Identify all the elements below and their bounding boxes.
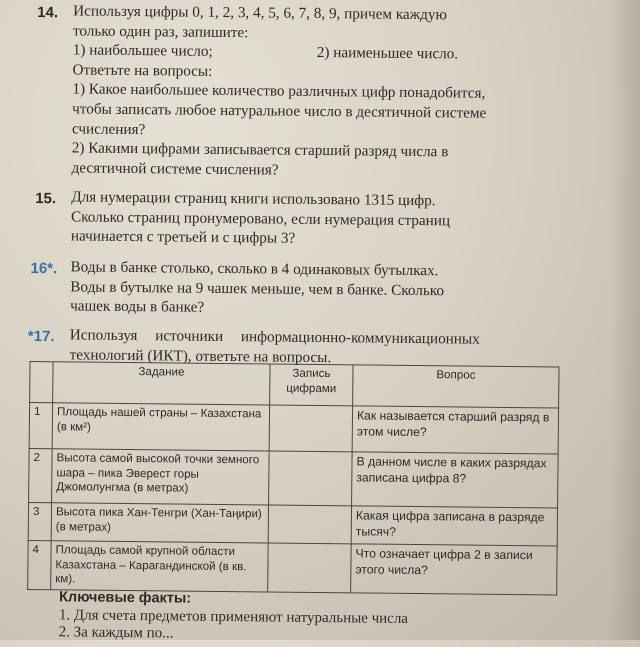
table-header-row xyxy=(30,361,559,408)
task-cell: Высота самой высокой точки земного шара – пика Эверест горы Джомолунгма (в метрах) xyxy=(52,449,270,505)
row-number: 2 xyxy=(29,448,53,502)
problem-line: Для нумерации страниц книги использовано 1315 цифр. xyxy=(71,188,436,210)
problem-line: Воды в бутылке на 9 чашек меньше, чем в банке. Сколько xyxy=(70,277,445,299)
header-cell-question: Вопрос xyxy=(353,365,559,408)
problem-line: Ответьте на вопросы: xyxy=(72,61,213,80)
problem-number: *17. xyxy=(27,327,55,346)
row-number: 3 xyxy=(28,502,51,540)
table-row xyxy=(28,540,557,594)
problem-number: 15. xyxy=(35,190,57,208)
problem-line: Используя цифры 0, 1, 2, 3, 4, 5, 6, 7, 8, 9, причем каждую xyxy=(73,2,447,24)
problem-line: Воды в банке столько, сколько в 4 одинаковых бутылках. xyxy=(70,258,439,280)
fact-item: 2. За каждым по... xyxy=(58,624,174,642)
question-cell: Что означает цифра 2 в записи этого числа? xyxy=(351,544,557,595)
table-row xyxy=(29,402,558,454)
problem-line: технологий (ИКТ), ответьте на вопросы. xyxy=(69,345,332,366)
digits-cell[interactable] xyxy=(269,451,353,506)
header-cell-task: Задание xyxy=(53,362,270,405)
fact-item: 1. Для счета предметов применяют натуральные числа xyxy=(58,607,409,627)
row-number: 4 xyxy=(28,540,52,589)
question-line: 2) Какими цифрами записывается старший разряд числа в xyxy=(71,139,449,161)
header-cell-number xyxy=(30,361,53,402)
problem-number: 16*. xyxy=(30,259,58,278)
table-row xyxy=(28,502,557,546)
table-row xyxy=(29,448,559,508)
task-cell: Высота пика Хан-Тенгри (Хан-Таңири) (в метрах) xyxy=(51,503,268,543)
key-facts-title: Ключевые факты: xyxy=(58,589,192,607)
problem-number: 14. xyxy=(37,4,59,22)
option-2: 2) наименьшее число. xyxy=(316,44,459,63)
question-line: десятичной системе счисления? xyxy=(71,159,279,179)
digits-cell[interactable] xyxy=(269,405,352,452)
problem-line: только один раз, запишите: xyxy=(72,21,249,41)
question-cell: Как называется старший разряд в этом числе? xyxy=(352,406,558,454)
task-cell: Площадь нашей страны – Казахстана (в км²) xyxy=(52,403,269,451)
ikt-table xyxy=(27,361,559,595)
question-line: чтобы записать любое натуральное число в десятичной системе xyxy=(72,100,487,122)
page-shadow xyxy=(610,0,640,640)
header-cell-digits: Запись цифрами xyxy=(270,364,353,406)
problem-line: чашек воды в банке? xyxy=(70,297,205,316)
row-number: 1 xyxy=(29,402,52,448)
question-line: 1) Какое наибольшее количество различных цифр понадобится, xyxy=(72,80,486,103)
digits-cell[interactable] xyxy=(268,505,351,544)
problem-line: начинается с третьей и с цифры 3? xyxy=(70,227,296,247)
question-cell: Какая цифра записана в разряде тысяч? xyxy=(351,506,557,546)
option-1: 1) наибольшее число; xyxy=(72,41,213,61)
question-cell: В данном числе в каких разрядах записана цифра 8? xyxy=(352,452,559,508)
problem-line: Сколько страниц пронумеровано, если нумерация страниц xyxy=(70,207,451,229)
question-line: счисления? xyxy=(71,119,146,138)
problem-line: Используя источники информационно-коммуникационных xyxy=(69,326,480,348)
task-cell: Площадь самой крупной области Казахстана – Карагандинской (в кв. км). xyxy=(51,541,268,592)
digits-cell[interactable] xyxy=(268,543,352,592)
